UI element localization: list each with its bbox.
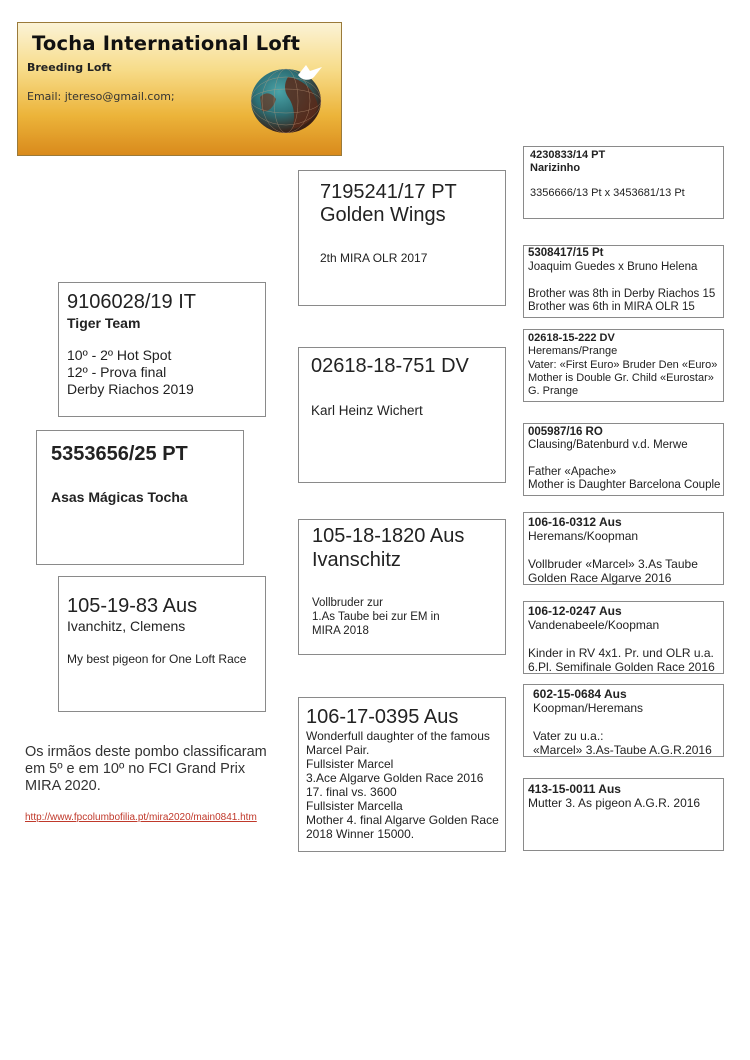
note-line: Heremans/Prange <box>528 345 618 358</box>
pigeon-notes <box>306 729 499 841</box>
pigeon-card-dam <box>58 576 266 712</box>
loft-banner <box>17 22 342 156</box>
pigeon-card-ggp-2 <box>523 245 724 318</box>
ggp-text <box>530 149 685 199</box>
note-line: 1.As Taube bei zur EM in <box>312 611 440 623</box>
ggp-text <box>528 247 715 315</box>
ring-number: 5308417/15 Pt <box>528 247 604 259</box>
note-line: Fullsister Marcella <box>306 799 403 813</box>
pigeon-name: Ivanchitz, Clemens <box>67 618 186 634</box>
ring-number: 02618-18-751 DV <box>311 355 469 377</box>
pigeon-name: Narizinho <box>530 161 581 174</box>
note-line: Brother was 8th in Derby Riachos 15 <box>528 287 716 300</box>
note-line: 3.Ace Algarve Golden Race 2016 <box>306 771 484 785</box>
note-line <box>528 632 715 646</box>
ring-number: 005987/16 RO <box>528 426 603 438</box>
pigeon-notes: Karl Heinz Wichert <box>311 403 423 418</box>
note-line: G. Prange <box>528 385 579 398</box>
note-line: Marcel Pair. <box>306 743 370 757</box>
note-line: Mother 4. final Algarve Golden Race <box>306 813 499 827</box>
note-line: 10º - 2º Hot Spot <box>67 347 172 363</box>
ggp-text <box>533 687 712 757</box>
note-line <box>528 543 698 557</box>
pigeon-card-grandsire-maternal <box>298 519 506 655</box>
note-line <box>528 274 715 288</box>
note-line: 17. final vs. 3600 <box>306 785 397 799</box>
note-line <box>528 453 720 466</box>
note-line: Derby Riachos 2019 <box>67 381 194 397</box>
loft-title: Tocha International Loft <box>32 32 301 55</box>
pigeon-card-sire <box>58 282 266 417</box>
note-line: Father «Apache» <box>528 465 617 478</box>
note-line: em 5º e em 10º no FCI Grand Prix <box>25 761 246 777</box>
ring-number: 9106028/19 IT <box>67 291 196 313</box>
ring-number: 5353656/25 PT <box>51 443 188 465</box>
note-line <box>533 715 712 729</box>
results-link[interactable]: http://www.fpcolumbofilia.pt/mira2020/main0841.htm <box>25 812 257 823</box>
pigeon-card-granddam-paternal <box>298 347 506 483</box>
ggp-text <box>528 604 715 674</box>
note-line: Kinder in RV 4x1. Pr. und OLR u.a. <box>528 646 714 660</box>
note-line: Vollbruder «Marcel» 3.As Taube <box>528 557 698 571</box>
ring-number: 602-15-0684 Aus <box>533 687 627 701</box>
globe-dove-logo-icon <box>248 57 328 135</box>
note-line: Mother is Double Gr. Child «Eurostar» <box>528 371 714 384</box>
note-line: Mutter 3. As pigeon A.G.R. 2016 <box>528 796 701 810</box>
siblings-note <box>25 744 267 795</box>
pigeon-card-grandsire-paternal <box>298 170 506 306</box>
pigeon-card-ggp-1 <box>523 146 724 219</box>
pigeon-name: Ivanschitz <box>312 549 401 571</box>
ring-number: 106-16-0312 Aus <box>528 515 622 529</box>
ring-number: 106-17-0395 Aus <box>306 706 459 728</box>
note-line: 12º - Prova final <box>67 364 167 380</box>
ring-number: 105-19-83 Aus <box>67 595 198 617</box>
note-line: «Marcel» 3.As-Taube A.G.R.2016 <box>533 743 712 757</box>
pigeon-notes <box>67 347 194 398</box>
note-line: Golden Race Algarve 2016 <box>528 571 672 585</box>
pigeon-card-granddam-maternal <box>298 697 506 852</box>
note-line: Vater zu u.a.: <box>533 729 604 743</box>
note-line: Joaquim Guedes x Bruno Helena <box>528 260 698 273</box>
ring-number: 02618-15-222 DV <box>528 332 615 344</box>
pigeon-name: Tiger Team <box>67 315 141 331</box>
ring-number: 4230833/14 PT <box>530 149 606 161</box>
note-line: 3356666/13 Pt x 3453681/13 Pt <box>530 186 685 199</box>
note-line: Vollbruder zur <box>312 597 383 609</box>
pigeon-name: Golden Wings <box>320 204 446 226</box>
note-line: Vandenabeele/Koopman <box>528 618 660 632</box>
ring-number: 105-18-1820 Aus <box>312 525 465 547</box>
pigeon-card-ggp-5 <box>523 512 724 585</box>
ggp-text <box>528 426 720 492</box>
pigeon-card-ggp-4 <box>523 423 724 496</box>
note-line: Os irmãos deste pombo classificaram <box>25 744 267 760</box>
note-line: Brother was 6th in MIRA OLR 15 <box>528 301 695 313</box>
pigeon-card-ggp-7 <box>523 684 724 757</box>
loft-subtitle: Breeding Loft <box>27 61 112 74</box>
loft-email: Email: jtereso@gmail.com; <box>27 90 175 103</box>
note-line: MIRA 2018 <box>312 625 369 637</box>
pigeon-card-ggp-8 <box>523 778 724 851</box>
pigeon-card-ggp-3 <box>523 329 724 402</box>
ggp-text <box>528 515 698 585</box>
ggp-text <box>528 782 700 810</box>
note-line: 6.Pl. Semifinale Golden Race 2016 <box>528 660 715 674</box>
note-line: Fullsister Marcel <box>306 757 394 771</box>
pigeon-notes: 2th MIRA OLR 2017 <box>320 251 428 265</box>
pigeon-name: Asas Mágicas Tocha <box>51 489 188 505</box>
ring-number: 106-12-0247 Aus <box>528 604 622 618</box>
pigeon-card-subject <box>36 430 244 565</box>
ggp-text <box>528 332 717 398</box>
note-line: Wonderfull daughter of the famous <box>306 729 490 743</box>
ring-number: 7195241/17 PT <box>320 181 457 203</box>
note-line: Heremans/Koopman <box>528 529 639 543</box>
pigeon-notes: My best pigeon for One Loft Race <box>67 652 247 666</box>
note-line: 2018 Winner 15000. <box>306 827 415 841</box>
pigeon-notes <box>312 596 440 638</box>
note-line: MIRA 2020. <box>25 778 101 794</box>
ring-number: 413-15-0011 Aus <box>528 782 621 796</box>
note-line: Mother is Daughter Barcelona Couple <box>528 479 721 492</box>
note-line <box>530 174 685 187</box>
pigeon-card-ggp-6 <box>523 601 724 674</box>
note-line: Koopman/Heremans <box>533 701 644 715</box>
note-line: Vater: «First Euro» Bruder Den «Euro» <box>528 358 718 371</box>
note-line: Clausing/Batenburd v.d. Merwe <box>528 439 688 452</box>
